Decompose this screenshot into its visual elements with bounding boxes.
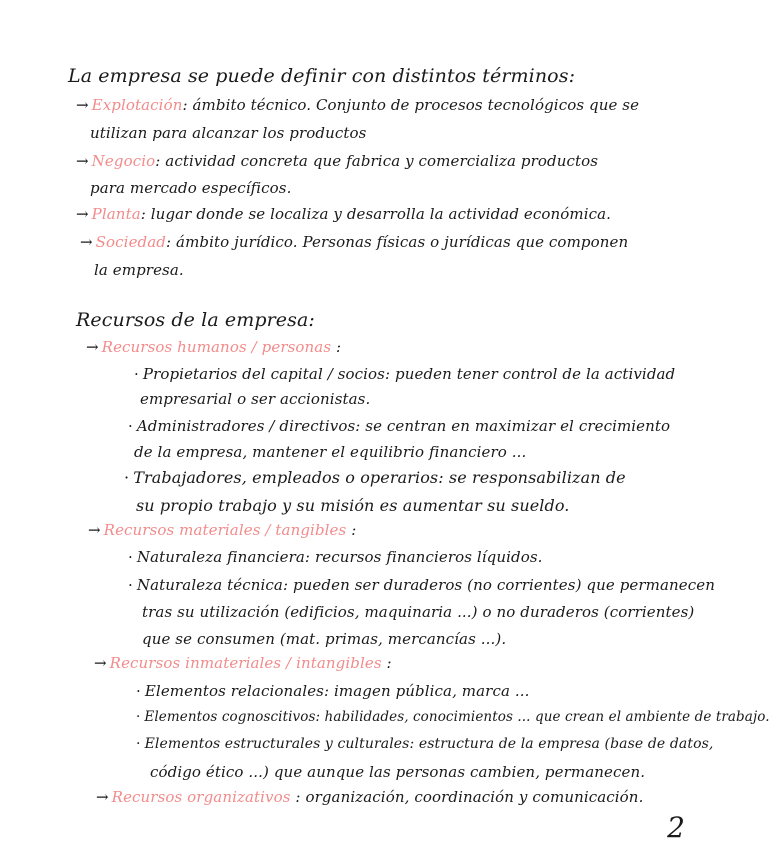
arrow-right-icon: → (76, 205, 89, 223)
subsection-humanos: → Recursos humanos / personas : (86, 338, 342, 356)
arrow-right-icon: → (94, 654, 107, 672)
bullet-dot-icon: · (124, 468, 130, 487)
bullet-item: · Naturaleza financiera: recursos financieros líquidos. (128, 548, 543, 566)
arrow-right-icon: → (88, 521, 101, 539)
bullet-item: · Administradores / directivos: se centran en maximizar el crecimiento (128, 417, 671, 435)
bullet-dot-icon: · (136, 682, 141, 700)
arrow-right-icon: → (76, 152, 89, 170)
arrow-right-icon: → (86, 338, 99, 356)
bullet-continuation: tras su utilización (edificios, maquinaria ...) o no duraderos (corrientes) (142, 603, 695, 621)
page-number: 2 (667, 811, 685, 844)
section2-heading: Recursos de la empresa: (76, 309, 315, 331)
bullet-continuation: de la empresa, mantener el equilibrio financiero ... (134, 443, 527, 461)
bullet-item: · Naturaleza técnica: pueden ser duraderos (no corrientes) que permanecen (128, 576, 715, 594)
list-item-continuation: utilizan para alcanzar los productos (90, 124, 367, 142)
bullet-dot-icon: · (136, 709, 141, 725)
bullet-dot-icon: · (136, 736, 141, 752)
bullet-item: · Elementos relacionales: imagen pública, marca ... (136, 682, 530, 700)
bullet-continuation: su propio trabajo y su misión es aumentar su sueldo. (136, 496, 570, 515)
bullet-dot-icon: · (134, 365, 139, 383)
term-negocio: Negocio (91, 152, 156, 170)
list-item: → Explotación: ámbito técnico. Conjunto de procesos tecnológicos que se (76, 96, 640, 114)
arrow-right-icon: → (80, 233, 93, 251)
list-item-continuation: para mercado específicos. (90, 179, 292, 197)
bullet-dot-icon: · (128, 417, 133, 435)
bullet-item: · Trabajadores, empleados o operarios: se responsabilizan de (124, 468, 626, 487)
bullet-continuation: que se consumen (mat. primas, mercancías ...). (142, 630, 507, 648)
list-item: → Negocio: actividad concreta que fabrica y comercializa productos (76, 152, 599, 170)
bullet-dot-icon: · (128, 576, 133, 594)
arrow-right-icon: → (76, 96, 89, 114)
bullet-item: · Elementos cognoscitivos: habilidades, conocimientos ... que crean el ambiente de trabajo. (136, 709, 770, 725)
subsection-organizativos: → Recursos organizativos : organización, coordinación y comunicación. (96, 788, 644, 806)
list-item: → Sociedad: ámbito jurídico. Personas físicas o jurídicas que componen (80, 233, 629, 251)
list-item: → Planta: lugar donde se localiza y desarrolla la actividad económica. (76, 205, 612, 223)
term-explotacion: Explotación (91, 96, 183, 114)
list-item-continuation: la empresa. (94, 261, 184, 279)
bullet-dot-icon: · (128, 548, 133, 566)
bullet-item: · Elementos estructurales y culturales: estructura de la empresa (base de datos, (136, 736, 714, 752)
subsection-materiales: → Recursos materiales / tangibles : (88, 521, 357, 539)
bullet-item: · Propietarios del capital / socios: pueden tener control de la actividad (134, 365, 676, 383)
bullet-continuation: código ético ...) que aunque las personas cambien, permanecen. (150, 763, 646, 781)
term-planta: Planta (91, 205, 141, 223)
bullet-continuation: empresarial o ser accionistas. (140, 390, 371, 408)
term-sociedad: Sociedad (95, 233, 167, 251)
subsection-inmateriales: → Recursos inmateriales / intangibles : (94, 654, 392, 672)
section1-heading: La empresa se puede definir con distintos términos: (68, 65, 576, 87)
arrow-right-icon: → (96, 788, 109, 806)
